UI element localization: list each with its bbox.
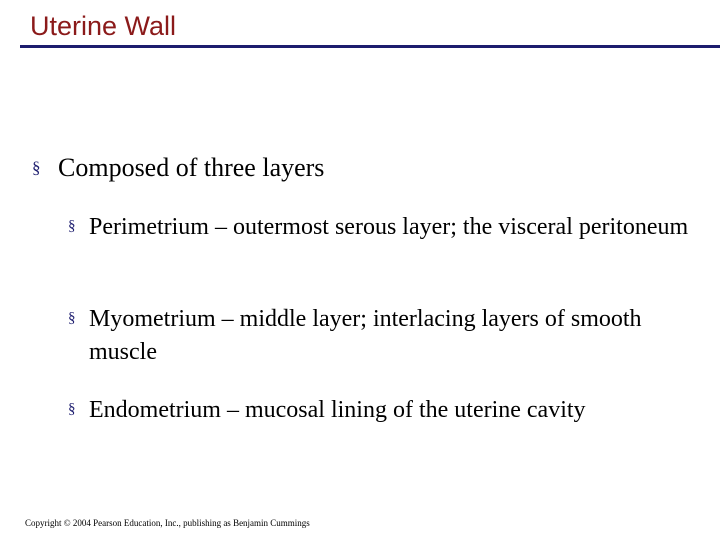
bullet-marker-icon: § xyxy=(68,218,76,234)
sub-bullet-text: Endometrium – mucosal lining of the uterine cavity xyxy=(89,397,586,423)
copyright-footer: Copyright © 2004 Pearson Education, Inc., publishing as Benjamin Cummings xyxy=(25,518,310,528)
sub-bullet-endometrium xyxy=(68,394,708,427)
title-divider xyxy=(20,45,720,48)
sub-bullet-text: Perimetrium – outermost serous layer; the visceral peritoneum xyxy=(89,214,689,240)
bullet-marker-icon: § xyxy=(68,401,76,417)
slide-title: Uterine Wall xyxy=(30,11,177,41)
main-bullet xyxy=(32,152,692,184)
sub-bullet-perimetrium xyxy=(68,211,708,244)
main-bullet-text: Composed of three layers xyxy=(58,153,325,182)
sub-bullet-myometrium xyxy=(68,303,708,369)
sub-bullet-text: Myometrium – middle layer; interlacing layers of smooth muscle xyxy=(89,306,642,365)
bullet-marker-icon: § xyxy=(68,310,76,326)
bullet-marker-icon: § xyxy=(32,158,41,177)
